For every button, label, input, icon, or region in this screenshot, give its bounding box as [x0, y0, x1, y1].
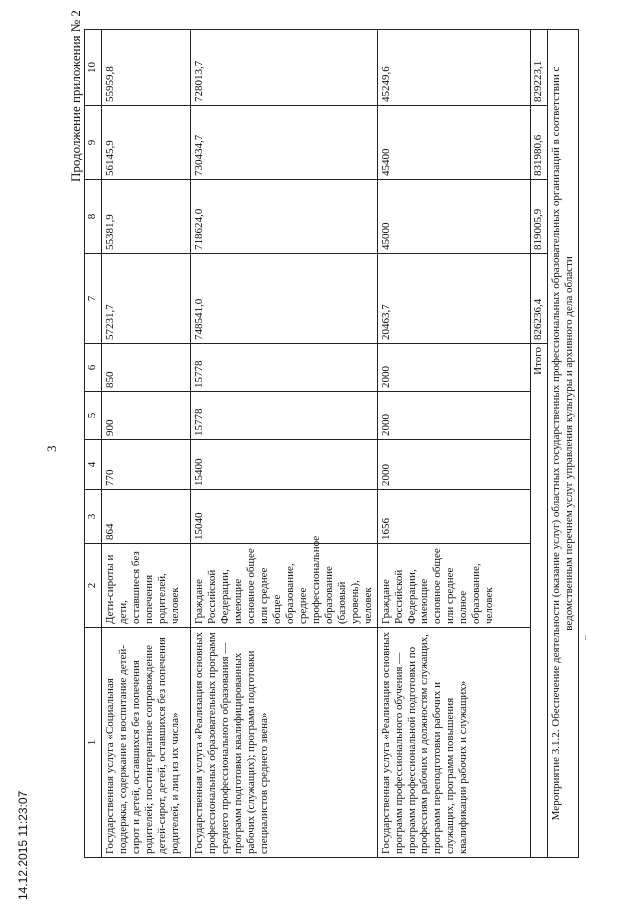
service-name: Государственная услуга «Реализация основных программ профессионального обучения — программ профессиональной подготовки по профессиям рабочих и должностям служащих, программ переподготовки рабочих и служащих, программ повышения квалификации рабочих и служащих» [377, 628, 530, 858]
column-header: 6 [85, 344, 102, 392]
column-header: 2 [85, 544, 102, 628]
value-cell: 55381,9 [102, 180, 191, 254]
value-cell: 15778 [191, 344, 378, 392]
column-header: 3 [85, 490, 102, 544]
column-header: 1 [85, 628, 102, 858]
value-cell: 55959,8 [102, 30, 191, 106]
activity-title: Мероприятие 3.1.2. Обеспечение деятельности (оказание услуг) областных государственных профессиональных образовательных организаций в соответствии с ведомственным перечнем услуг управления культуры и архивного дела области [547, 30, 578, 858]
recipient-category: Граждане Российской Федерации, имеющие основное общее или среднее общее образование, среднее профессиональное образование (базовый уровень), человек [191, 544, 378, 628]
column-header: 8 [85, 180, 102, 254]
value-cell: 56145,9 [102, 106, 191, 180]
value-cell: 2000 [377, 440, 530, 490]
table-row [102, 30, 191, 858]
value-cell: 45000 [377, 180, 530, 254]
value-cell: 2000 [377, 392, 530, 440]
recipient-category: Граждане Российской Федерации, имеющие основное общее или среднее полное образование, человек [377, 544, 530, 628]
column-header-row [85, 30, 102, 858]
footer-timestamp: 14.12.2015 11:23:07 [16, 790, 30, 900]
value-cell: 2000 [377, 344, 530, 392]
value-cell: 850 [102, 344, 191, 392]
activity-row [547, 30, 578, 858]
budget-table [84, 29, 579, 858]
value-cell: 45400 [377, 106, 530, 180]
stray-mark: – [580, 635, 591, 640]
value-cell: 57231,7 [102, 254, 191, 344]
column-header: 5 [85, 392, 102, 440]
table-row [191, 30, 378, 858]
appendix-title: Продолжение приложения № 2 [68, 10, 83, 182]
value-cell: 15040 [191, 490, 378, 544]
value-cell: 718624,0 [191, 180, 378, 254]
column-header: 4 [85, 440, 102, 490]
column-header: 10 [85, 30, 102, 106]
total-row [530, 30, 547, 858]
total-value: 826236,4 [530, 254, 547, 344]
column-header: 9 [85, 106, 102, 180]
table-row [377, 30, 530, 858]
column-header: 7 [85, 254, 102, 344]
recipient-category: Дети-сироты и дети, оставшиеся без попечения родителей, человек [102, 544, 191, 628]
value-cell: 748541,0 [191, 254, 378, 344]
rotated-table-wrapper [84, 30, 575, 858]
value-cell: 900 [102, 392, 191, 440]
value-cell: 864 [102, 490, 191, 544]
total-value: 829223,1 [530, 30, 547, 106]
service-name: Государственная услуга «Социальная поддержка, содержание и воспитание детей-сирот и детей, оставшихся без попечения родителей; постинтернатное сопровождение детей-сирот, детей, оставшихся без попечения родителей, и лиц из их числа» [102, 628, 191, 858]
value-cell: 728013,7 [191, 30, 378, 106]
value-cell: 1656 [377, 490, 530, 544]
value-cell: 15778 [191, 392, 378, 440]
value-cell: 20463,7 [377, 254, 530, 344]
service-name: Государственная услуга «Реализация основных профессиональных образовательных программ среднего профессионального образования — программ подготовки квалифицированных рабочих (служащих); программ подготовки специалистов среднего звена» [191, 628, 378, 858]
total-value: 831980,6 [530, 106, 547, 180]
value-cell: 770 [102, 440, 191, 490]
value-cell: 15400 [191, 440, 378, 490]
value-cell: 45249,6 [377, 30, 530, 106]
value-cell: 730434,7 [191, 106, 378, 180]
total-value: 819005,9 [530, 180, 547, 254]
page-number: 3 [44, 445, 59, 452]
total-label: Итого [530, 344, 547, 858]
